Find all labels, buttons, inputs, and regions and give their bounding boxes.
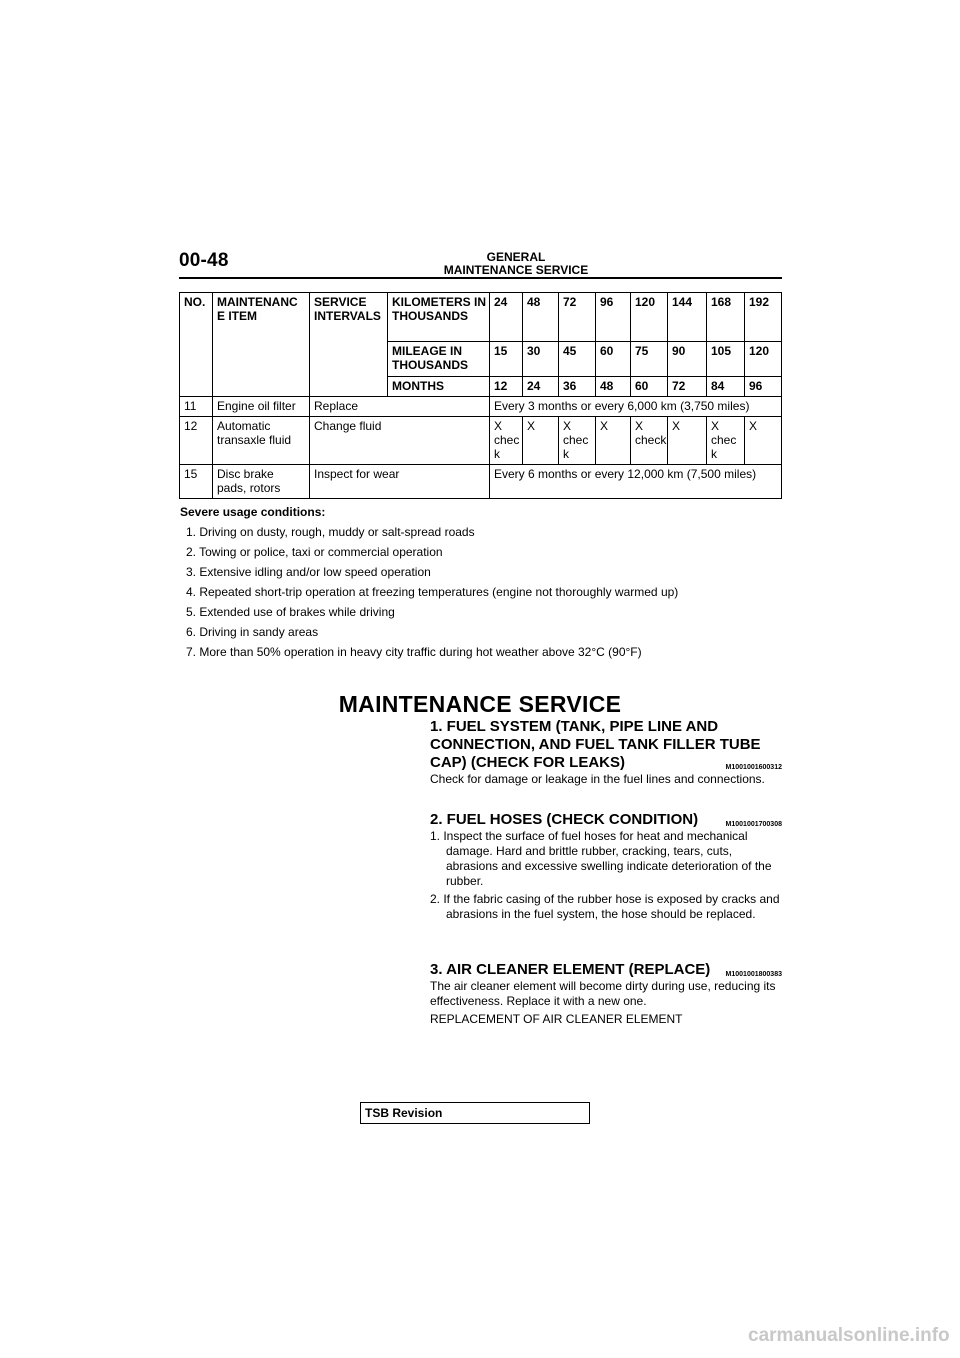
km-value: 192 <box>745 293 782 342</box>
schedule-cell: X <box>596 417 631 465</box>
section-heading <box>430 811 782 829</box>
row-label-mileage: MILEAGE IN THOUSANDS <box>388 342 490 377</box>
section-heading-text: 3. AIR CLEANER ELEMENT (REPLACE) <box>430 961 711 978</box>
list-item: 6. Driving in sandy areas <box>186 625 319 639</box>
schedule-cell: X <box>523 417 559 465</box>
km-value: 48 <box>523 293 559 342</box>
list-item: 3. Extensive idling and/or low speed operation <box>186 565 431 579</box>
section-list <box>430 829 782 922</box>
header-row-kilometers <box>180 293 782 342</box>
schedule-cell: X <box>668 417 707 465</box>
months-value: 36 <box>559 377 596 397</box>
row-label-months: MONTHS <box>388 377 490 397</box>
months-value: 72 <box>668 377 707 397</box>
months-value: 96 <box>745 377 782 397</box>
section-body: Check for damage or leakage in the fuel lines and connections. <box>430 772 765 786</box>
section-fuel-hoses <box>430 811 782 925</box>
table-row <box>180 397 782 417</box>
col-header-interval: SERVICE INTERVALS <box>310 293 388 397</box>
row-item: Disc brake pads, rotors <box>213 465 310 499</box>
months-value: 48 <box>596 377 631 397</box>
mileage-value: 120 <box>745 342 782 377</box>
section-title: GENERAL <box>486 250 546 264</box>
months-value: 12 <box>490 377 523 397</box>
section-subheading: REPLACEMENT OF AIR CLEANER ELEMENT <box>430 1012 683 1026</box>
list-item: 1. Driving on dusty, rough, muddy or salt-spread roads <box>186 525 475 539</box>
mileage-value: 90 <box>668 342 707 377</box>
section-air-cleaner <box>430 961 782 1027</box>
list-item: 7. More than 50% operation in heavy city traffic during hot weather above 32°C (90°F) <box>186 645 642 659</box>
row-interval: Inspect for wear <box>310 465 490 499</box>
schedule-cell: X <box>745 417 782 465</box>
section-heading-text: 1. FUEL SYSTEM (TANK, PIPE LINE AND CONNECTION, AND FUEL TANK FILLER TUBE CAP) (CHECK FOR LEAKS) <box>430 718 761 771</box>
row-schedule: Every 6 months or every 12,000 km (7,500 miles) <box>490 465 782 499</box>
schedule-cell: X check <box>631 417 668 465</box>
mileage-value: 45 <box>559 342 596 377</box>
km-value: 120 <box>631 293 668 342</box>
months-value: 24 <box>523 377 559 397</box>
km-value: 24 <box>490 293 523 342</box>
watermark: carmanualsonline.info <box>748 1325 950 1346</box>
schedule-cell: X chec k <box>490 417 523 465</box>
row-label-kilometers: KILOMETERS IN THOUSANDS <box>388 293 490 342</box>
km-value: 144 <box>668 293 707 342</box>
list-item: 1. Inspect the surface of fuel hoses for heat and mechanical damage. Hard and brittle rubber, cracking, tears, cuts, abrasions and excessive swelling indicate deterioration of the rubber. <box>430 829 772 888</box>
col-header-no: NO. <box>180 293 213 397</box>
mileage-value: 15 <box>490 342 523 377</box>
section-heading <box>430 718 782 772</box>
row-item: Automatic transaxle fluid <box>213 417 310 465</box>
maintenance-schedule-table <box>179 292 782 499</box>
section-fuel-system <box>430 718 782 787</box>
section-body: The air cleaner element will become dirty during use, reducing its effectiveness. Replace it with a new one. <box>430 979 776 1008</box>
schedule-cell: X chec k <box>707 417 745 465</box>
col-header-item: MAINTENANC E ITEM <box>213 293 310 397</box>
km-value: 72 <box>559 293 596 342</box>
list-item: 5. Extended use of brakes while driving <box>186 605 395 619</box>
section-code: M1001001800383 <box>725 971 782 978</box>
section-code: M1001001600312 <box>725 764 782 771</box>
subsection-title: MAINTENANCE SERVICE <box>443 263 589 277</box>
mileage-value: 75 <box>631 342 668 377</box>
page-title: MAINTENANCE SERVICE <box>338 691 622 717</box>
list-item: 2. If the fabric casing of the rubber hose is exposed by cracks and abrasions in the fuel system, the hose should be replaced. <box>430 892 780 921</box>
list-item: 4. Repeated short-trip operation at freezing temperatures (engine not thoroughly warmed up) <box>186 585 679 599</box>
row-interval: Replace <box>310 397 490 417</box>
row-schedule: Every 3 months or every 6,000 km (3,750 miles) <box>490 397 782 417</box>
section-heading <box>430 961 782 979</box>
section-heading-text: 2. FUEL HOSES (CHECK CONDITION) <box>430 811 699 828</box>
mileage-value: 30 <box>523 342 559 377</box>
section-code: M1001001700308 <box>725 821 782 828</box>
mileage-value: 60 <box>596 342 631 377</box>
row-interval: Change fluid <box>310 417 490 465</box>
running-header <box>430 251 602 277</box>
list-item: 2. Towing or police, taxi or commercial operation <box>186 545 443 559</box>
row-number: 12 <box>180 417 213 465</box>
header-rule <box>179 277 782 279</box>
schedule-cell: X chec k <box>559 417 596 465</box>
mileage-value: 105 <box>707 342 745 377</box>
table-row <box>180 465 782 499</box>
months-value: 84 <box>707 377 745 397</box>
page-number: 00-48 <box>179 250 229 271</box>
severe-usage-title: Severe usage conditions: <box>180 505 326 519</box>
row-number: 15 <box>180 465 213 499</box>
km-value: 168 <box>707 293 745 342</box>
row-item: Engine oil filter <box>213 397 310 417</box>
months-value: 60 <box>631 377 668 397</box>
table-row <box>180 417 782 465</box>
tsb-revision-box: TSB Revision <box>360 1102 590 1124</box>
row-number: 11 <box>180 397 213 417</box>
km-value: 96 <box>596 293 631 342</box>
severe-usage-list <box>186 525 786 665</box>
